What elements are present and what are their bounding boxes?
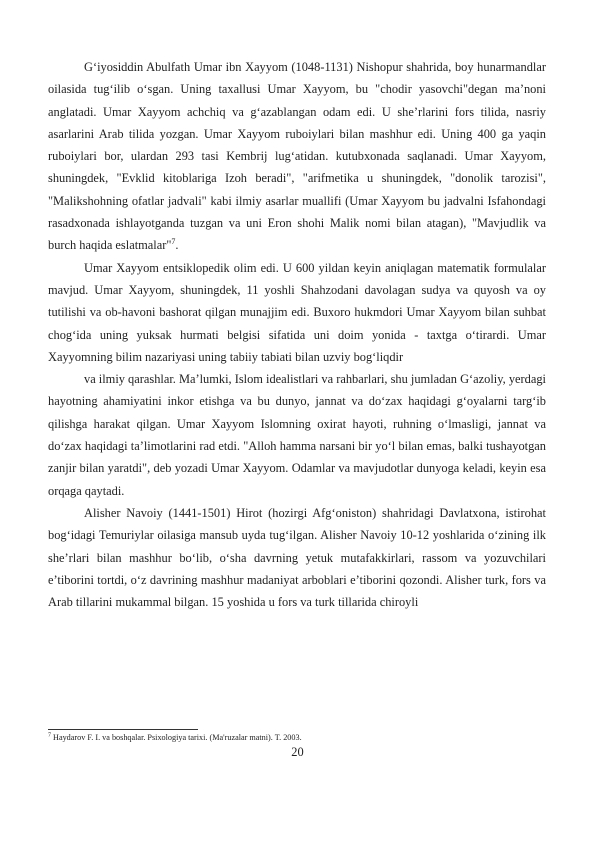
paragraph-text: Alisher Navoiy (1441-1501) Hirot (hozirgi Afg‘oniston) shahridagi Davlatxona, istirohat bog‘idagi Temuriylar oilasiga mansub uyda tug‘ilgan. Alisher Navoiy 10-12 yoshlarida o‘zining ilk she’rlari bilan mashhur bo‘lib, o‘sha davrning yetuk mutafakkirlari, rassom va yozuvchilari e’tiborini tortdi, o‘z davrining mashhur madaniyat arboblari e’tiborini qozondi. Alisher turk, fors va Arab tillarini mukammal bilgan. 15 yoshida u fors va turk tillarida chiroyli	[48, 505, 546, 610]
paragraph-text: Umar Xayyom entsiklopedik olim edi. U 600 yildan keyin aniqlagan matematik formulalar mavjud. Umar Xayyom, shuningdek, 11 yoshli Shahzodani davolagan sudya va quyosh va oy tutilishi va ob-havoni bashorat qilgan munajjim edi. Buxoro hukmdori Umar Xayyom bilan suhbat chog‘ida uning yuksak hurmati belgisi sifatida uni doim yonida - taxtga o‘tirardi. Umar Xayyomning bilim nazariyasi uning tabiiy tabiati bilan uzviy bog‘liqdir	[48, 260, 546, 364]
paragraph-umar-xayyom-bio	[48, 56, 546, 257]
paragraph-alisher-navoiy	[48, 502, 546, 613]
footnote-divider	[48, 729, 198, 730]
paragraph-text: va ilmiy qarashlar. Ma’lumki, Islom idealistlari va rahbarlari, shu jumladan G‘azoliy, yerdagi hayotning ahamiyatini inkor etishga va bu dunyo, jannat va do‘zax haqidagi g‘oyalarni targ‘ib qilishga harakat qilgan. Umar Xayyom Islomning oxirat hayoti, ruhning o‘lmasligi, jannat va do‘zax haqidagi ta’limotlarini rad etdi. "Alloh hamma narsani bir yo‘l bilan emas, balki tushayotgan zanjir bilan yaratdi", deb yozadi Umar Xayyom. Odamlar va mavjudotlar dunyoga keladi, keyin esa orqaga qaytadi.	[48, 372, 546, 498]
footnote-text: Haydarov F. I. va boshqalar. Psixologiya tarixi. (Ma'ruzalar matni). T. 2003.	[51, 733, 302, 742]
paragraph-text: G‘iyosiddin Abulfath Umar ibn Xayyom (1048-1131) Nishopur shahrida, boy hunarmandlar oilasida tug‘ilib o‘sgan. Uning taxallusi Umar Xayyom, bu "chodir yasovchi"degan ma’noni anglatadi. Umar Xayyom achchiq va g‘azablangan odam edi. U she’rlarini fors tilida, nasriy asarlarini Arab tilida yozgan. Umar Xayyom ruboiylari bilan mashhur edi. Uning 400 ga yaqin ruboiylari bor, ulardan 293 tasi Kembrij lug‘atidan. kutubxonada saqlanadi. Umar Xayyom, shuningdek, "Evklid kitoblariga Izoh beradi", "arifmetika u shuningdek, "donolik tarozisi", "Malikshohning ofatlar jadvali" kabi ilmiy asarlar muallifi (Umar Xayyom bu jadvalni Isfahondagi rasadxonada ishlayotganda tuzgan va uni Eron shohi Malik nomi bilan atagan), "Mavjudlik va burch haqida eslatmalar"	[48, 60, 546, 253]
footnote-reference[interactable]: 7	[171, 237, 176, 247]
paragraph-tail: .	[175, 238, 179, 253]
footnote	[48, 732, 546, 743]
page-number: 20	[291, 745, 304, 759]
paragraph-umar-xayyom-scholar	[48, 257, 546, 368]
body-text	[48, 56, 546, 613]
footnote-number: 7	[48, 732, 51, 739]
paragraph-umar-xayyom-views	[48, 368, 546, 502]
